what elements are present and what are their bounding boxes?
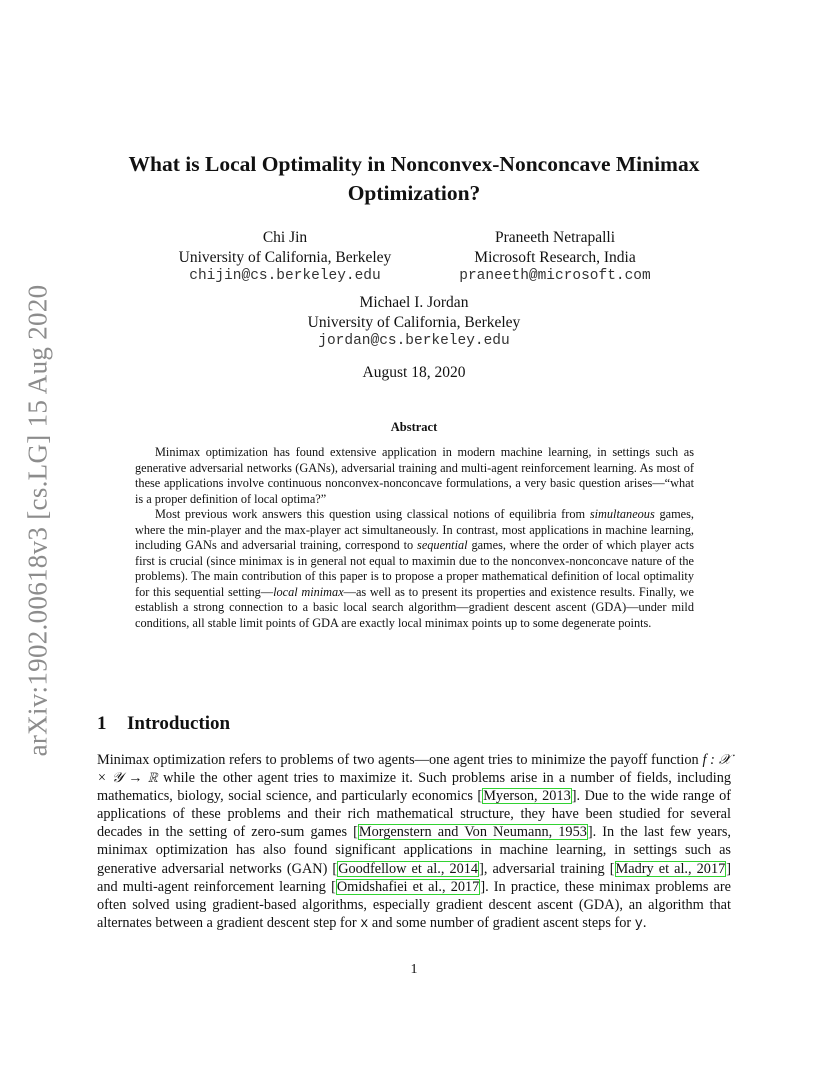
section-title: Introduction	[127, 713, 231, 734]
math-variable: x	[360, 916, 369, 932]
abstract-text: games, where the order of which player acts first is crucial (since minimax is in general not equal to maximin due to the nonconvex-nonconcave nature of the problems). The main contribution of this paper is to propose a proper mathematical definition of local optimality for this sequential setting—	[135, 538, 695, 599]
paper-title: What is Local Optimality in Nonconvex-Nonconcave Minimax Optimization?	[128, 152, 700, 205]
intro-text-run: .	[642, 914, 647, 931]
author-name: Chi Jin	[262, 229, 308, 246]
section-number: 1	[97, 713, 107, 734]
author-name: Michael I. Jordan	[359, 294, 469, 311]
author-name: Praneeth Netrapalli	[494, 229, 616, 246]
author-block	[150, 228, 420, 287]
intro-text-run: ]. In the last few years, minimax optimization has also found significant applications in machine learning, in settings such as generative adversarial networks (GAN) [	[97, 824, 731, 877]
abstract-emphasis: sequential	[417, 538, 468, 552]
abstract-emphasis: local minimax	[273, 584, 344, 599]
math-expression: f : 𝒳 × 𝒴 → ℝ	[97, 752, 731, 787]
abstract-text: games, where the min-player and the max-player act simultaneously. In contrast, most applications in machine learning, including GANs and adversarial training, correspond to	[135, 507, 694, 552]
intro-text-run: ]. Due to the wide range of applications of these problems and their rich mathematical structure, they have been studied for several decades in the setting of zero-sum games [	[97, 788, 731, 841]
intro-text-run: Minimax optimization refers to problems of two agents—one agent tries to minimize the payoff function	[97, 752, 699, 768]
math-variable: y	[634, 916, 643, 932]
intro-text	[97, 751, 731, 934]
intro-text-run: and some number of gradient ascent steps for	[371, 914, 632, 931]
author-block	[264, 293, 564, 352]
abstract-emphasis: simultaneous	[589, 507, 655, 521]
publication-date: August 18, 2020	[362, 364, 466, 381]
abstract-heading: Abstract	[390, 420, 438, 434]
citation-link[interactable]: Goodfellow et al., 2014	[338, 860, 479, 877]
author-email: praneeth@microsoft.com	[459, 268, 651, 284]
citation-link[interactable]: Myerson, 2013	[483, 788, 571, 805]
author-email: jordan@cs.berkeley.edu	[318, 333, 510, 349]
author-email: chijin@cs.berkeley.edu	[189, 268, 381, 284]
intro-text-run: ]. In practice, these minimax problems are often solved using gradient-based algorithms, especially gradient descent ascent (GDA), an algorithm that alternates between a gradient descent step for	[97, 878, 732, 931]
abstract-paragraph	[135, 507, 694, 631]
page-number: 1	[410, 962, 418, 977]
intro-text-run: ], adversarial training [	[479, 860, 615, 877]
abstract-paragraph: Minimax optimization has found extensive application in modern machine learning, in settings such as generative adversarial networks (GANs), adversarial training and multi-agent reinforcement learning. As most of these applications involve continuous nonconvex-nonconcave formulations, a very basic question arises—“what is a proper definition of local optima?”	[135, 445, 694, 506]
intro-text-run: ] and multi-agent reinforcement learning [	[97, 860, 732, 895]
citation-link[interactable]: Omidshafiei et al., 2017	[336, 878, 480, 895]
author-affiliation: University of California, Berkeley	[307, 313, 521, 331]
arxiv-identifier-stamp	[16, 280, 60, 760]
arxiv-identifier-text: arXiv:1902.00618v3 [cs.LG] 15 Aug 2020	[22, 284, 53, 756]
abstract-text: —as well as to present its properties and existence results. Finally, we establish a strong connection to a basic local search algorithm—gradient descent ascent (GDA)—under mild conditions, all stable limit points of GDA are exactly local minimax points up to some degenerate points.	[135, 584, 694, 630]
abstract-body	[135, 445, 694, 631]
author-block	[420, 228, 690, 287]
intro-text-run: while the other agent tries to maximize it. Such problems arise in a number of fields, including mathematics, biology, social science, and particularly economics [	[97, 770, 732, 805]
section-heading	[97, 713, 230, 735]
abstract-text: Most previous work answers this question using classical notions of equilibria from	[155, 507, 586, 521]
author-affiliation: Microsoft Research, India	[474, 248, 636, 266]
introduction-paragraph	[97, 751, 731, 934]
author-affiliation: University of California, Berkeley	[178, 248, 392, 266]
citation-link[interactable]: Morgenstern and Von Neumann, 1953	[358, 824, 587, 841]
citation-link[interactable]: Madry et al., 2017	[615, 860, 726, 877]
